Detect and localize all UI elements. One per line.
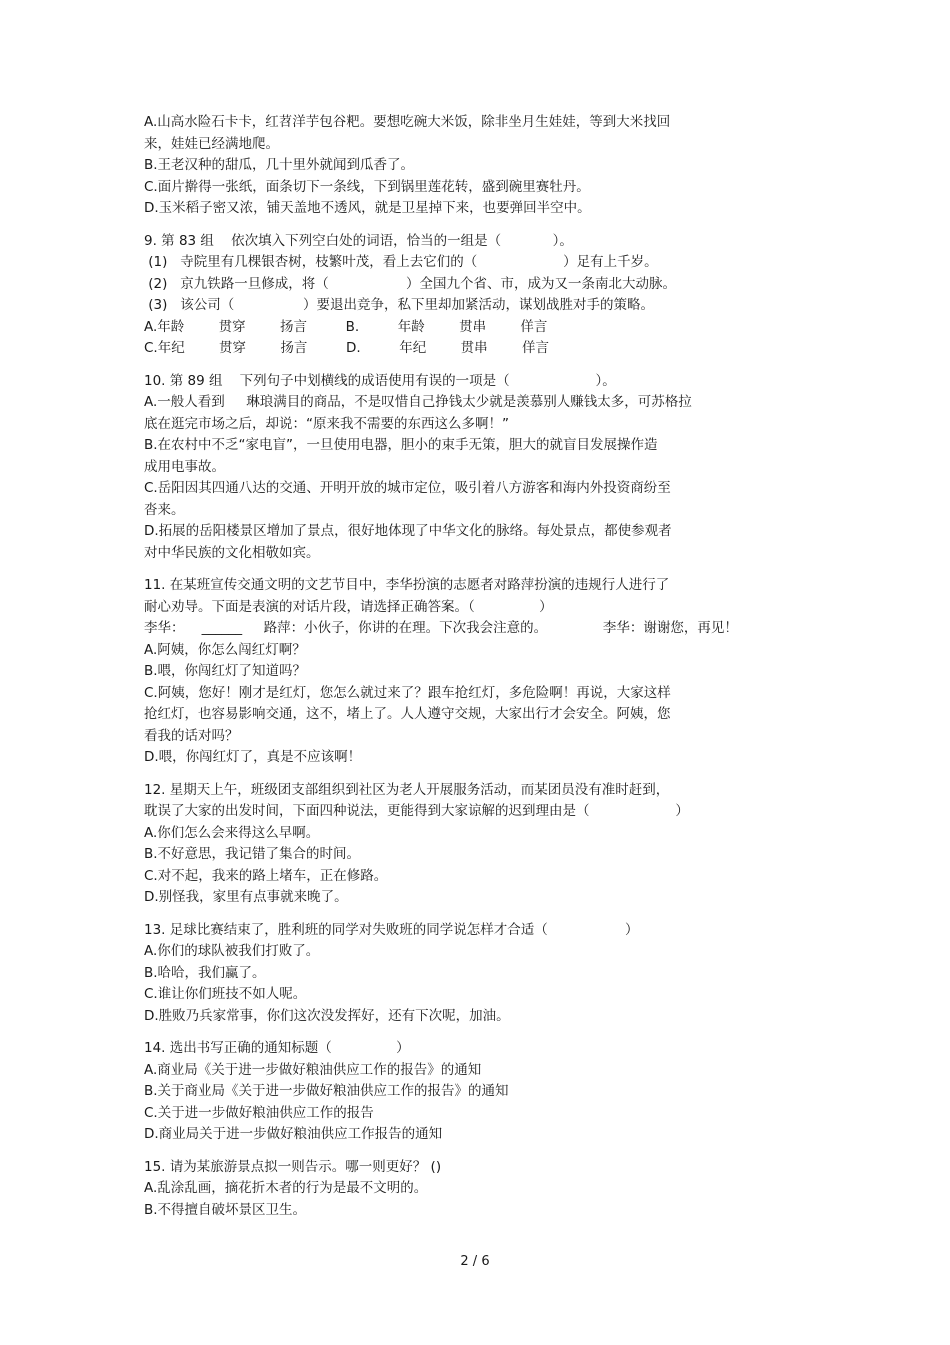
option-line: D.别怪我，家里有点事就来晚了。 [144, 889, 348, 905]
option-line: 底在逛完市场之后，却说：“原来我不需要的东西这么多啊！” [144, 415, 509, 432]
option-line: A.一般人看到 琳琅满目的商品，不是叹惜自己挣钱太少就是羡慕别人赚钱太多，可苏格拉 [144, 394, 692, 410]
option-line: B.王老汉种的甜瓜，几十里外就闻到瓜香了。 [144, 157, 415, 173]
option-line: C.谁让你们班技不如人呢。 [144, 986, 307, 1002]
question-14-stem: 14. 选出书写正确的通知标题（ ） [144, 1040, 410, 1056]
option-line: D.拓展的岳阳楼景区增加了景点，很好地体现了中华文化的脉络。每处景点，都使参观者 [144, 523, 672, 539]
option-line: B.哈哈，我们赢了。 [144, 964, 266, 981]
option-line: 成用电事故。 [144, 458, 225, 475]
option-line: D.商业局关于进一步做好粮油供应工作报告的通知 [144, 1126, 443, 1142]
option-line: 对中华民族的文化相敬如宾。 [144, 544, 320, 561]
question-9 [144, 231, 784, 360]
option-line: B.不好意思，我记错了集合的时间。 [144, 846, 361, 862]
question-line: (1) 寺院里有几棵银杏树，枝繁叶茂，看上去它们的（ ）足有上千岁。 [144, 254, 658, 270]
option-line: 来，娃娃已经满地爬。 [144, 135, 279, 152]
option-line: D.玉米稻子密又浓，铺天盖地不透风，就是卫星掉下来，也要弹回半空中。 [144, 200, 591, 216]
option-line: 沓来。 [144, 501, 185, 518]
option-line: A.你们怎么会来得这么早啊。 [144, 824, 320, 841]
question-13-stem: 13. 足球比赛结束了，胜利班的同学对失败班的同学说怎样才合适（ ） [144, 921, 639, 938]
option-line: 看我的话对吗？ [144, 727, 239, 744]
option-line: C.阿姨，您好！刚才是红灯，您怎么就过来了？跟车抢红灯，多危险啊！再说，大家这样 [144, 684, 671, 701]
option-line: C.岳阳因其四通八达的交通、开明开放的城市定位，吸引着八方游客和海内外投资商纷至 [144, 480, 671, 496]
question-line: 耐心劝导。下面是表演的对话片段，请选择正确答案。（ ） [144, 598, 553, 615]
option-line: A.你们的球队被我们打败了。 [144, 943, 320, 959]
question-line: 耽误了大家的出发时间，下面四种说法，更能得到大家谅解的迟到理由是（ ） [144, 803, 689, 819]
option-line: B.关于商业局《关于进一步做好粮油供应工作的报告》的通知 [144, 1083, 509, 1099]
option-line: A.阿姨，你怎么闯红灯啊？ [144, 641, 306, 658]
question-line: 李华： ______ 路萍：小伙子，你讲的在理。下次我会注意的。 李华：谢谢您，再见！ [144, 620, 738, 636]
question-13 [144, 920, 784, 1028]
option-line: A.山高水险石卡卡，红苕洋芋包谷粑。要想吃碗大米饭，除非坐月生娃娃，等到大米找回 [144, 114, 671, 130]
question-15-stem: 15. 请为某旅游景点拟一则告示。哪一则更好？ () [144, 1158, 442, 1175]
option-line: D.胜败乃兵家常事，你们这次没发挥好，还有下次呢，加油。 [144, 1007, 510, 1024]
question-10 [144, 371, 784, 565]
option-line: A.乱涂乱画，摘花折木者的行为是最不文明的。 [144, 1180, 428, 1196]
option-line: 抢红灯，也容易影响交通，这不，堵上了。人人遵守交规，大家出行才会安全。阿姨，您 [144, 706, 671, 722]
question-12-stem: 12. 星期天上午，班级团支部组织到社区为老人开展服务活动，而某团员没有准时赶到， [144, 781, 670, 798]
option-line: C.年纪 贯穿 扬言 D. 年纪 贯串 佯言 [144, 340, 549, 356]
option-line: C.关于进一步做好粮油供应工作的报告 [144, 1104, 374, 1121]
question-8-options [144, 112, 784, 220]
question-11 [144, 575, 784, 769]
option-line: D.喂，你闯红灯了，真是不应该啊！ [144, 749, 362, 765]
option-line: A.商业局《关于进一步做好粮油供应工作的报告》的通知 [144, 1061, 482, 1078]
question-9-stem: 9. 第 83 组 依次填入下列空白处的词语，恰当的一组是（ ）。 [144, 232, 573, 249]
option-line: A.年龄 贯穿 扬言 B. 年龄 贯串 佯言 [144, 318, 548, 335]
page-content [144, 112, 784, 1221]
question-15 [144, 1157, 784, 1222]
page-number: 2 / 6 [460, 1254, 490, 1269]
option-line: B.不得擅自破坏景区卫生。 [144, 1201, 307, 1218]
question-11-stem: 11. 在某班宣传交通文明的文艺节目中，李华扮演的志愿者对路萍扮演的违规行人进行了 [144, 577, 670, 593]
option-line: C.面片擀得一张纸，面条切下一条线，下到锅里莲花转，盛到碗里赛牡丹。 [144, 178, 590, 195]
question-line: (3) 该公司（ ）要退出竞争，私下里却加紧活动，谋划战胜对手的策略。 [144, 297, 654, 313]
question-12 [144, 780, 784, 909]
option-line: C.对不起，我来的路上堵车，正在修路。 [144, 867, 388, 884]
question-14 [144, 1038, 784, 1146]
option-line: B.在农村中不乏“家电盲”，一旦使用电器，胆小的束手无策，胆大的就盲目发展操作造 [144, 437, 658, 453]
question-line: (2) 京九铁路一旦修成，将（ ）全国九个省、市，成为又一条南北大动脉。 [144, 275, 677, 292]
option-line: B.喂，你闯红灯了知道吗？ [144, 663, 307, 679]
question-10-stem: 10. 第 89 组 下列句子中划横线的成语使用有误的一项是（ ）。 [144, 372, 616, 389]
